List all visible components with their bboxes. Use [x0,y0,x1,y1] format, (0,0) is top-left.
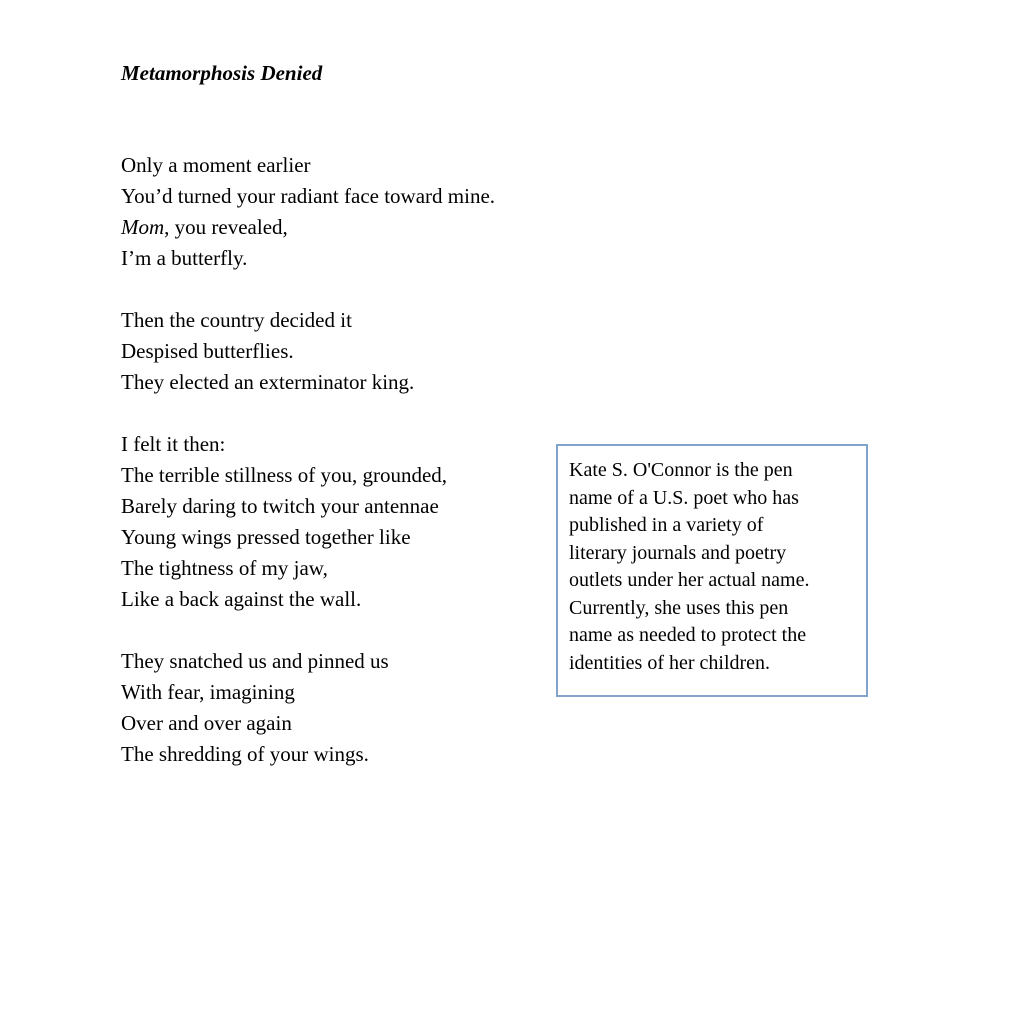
bio-line: Currently, she uses this pen [569,596,789,619]
author-bio-box [556,444,868,697]
poem-stanza [121,305,495,398]
poem-line: Young wings pressed together like [121,525,411,549]
poem-line: I felt it then: [121,432,226,456]
poem-line: They snatched us and pinned us [121,649,389,673]
poem-body [121,150,495,801]
poem-line: The terrible stillness of you, grounded, [121,463,448,487]
poem-line: Mom, you revealed, [121,215,288,239]
poem-line: Over and over again [121,711,292,735]
poem-line: I’m a butterfly. [121,246,248,270]
author-bio-text [569,457,856,677]
bio-line: published in a variety of [569,514,764,536]
poem-stanza [121,646,495,770]
bio-line: name of a U.S. poet who has [569,486,799,509]
bio-line: name as needed to protect the [569,624,807,646]
bio-line: Kate S. O'Connor is the pen [569,459,793,481]
poem-line: Despised butterflies. [121,339,294,363]
poem-stanza [121,429,495,615]
bio-line: identities of her children. [569,651,771,674]
poem-line: The shredding of your wings. [121,742,369,766]
bio-line: outlets under her actual name. [569,569,810,591]
poem-line: Only a moment earlier [121,153,311,177]
poem-line: The tightness of my jaw, [121,556,328,580]
poem-line: They elected an exterminator king. [121,370,415,394]
poem-line: Then the country decided it [121,308,352,332]
poem-title: Metamorphosis Denied [121,61,323,85]
poem-stanza [121,150,495,274]
poem-line: Like a back against the wall. [121,587,362,611]
poem-line: Barely daring to twitch your antennae [121,494,439,518]
poem-line: You’d turned your radiant face toward mine. [121,184,496,208]
bio-line: literary journals and poetry [569,541,787,564]
poem-line: With fear, imagining [121,680,295,704]
